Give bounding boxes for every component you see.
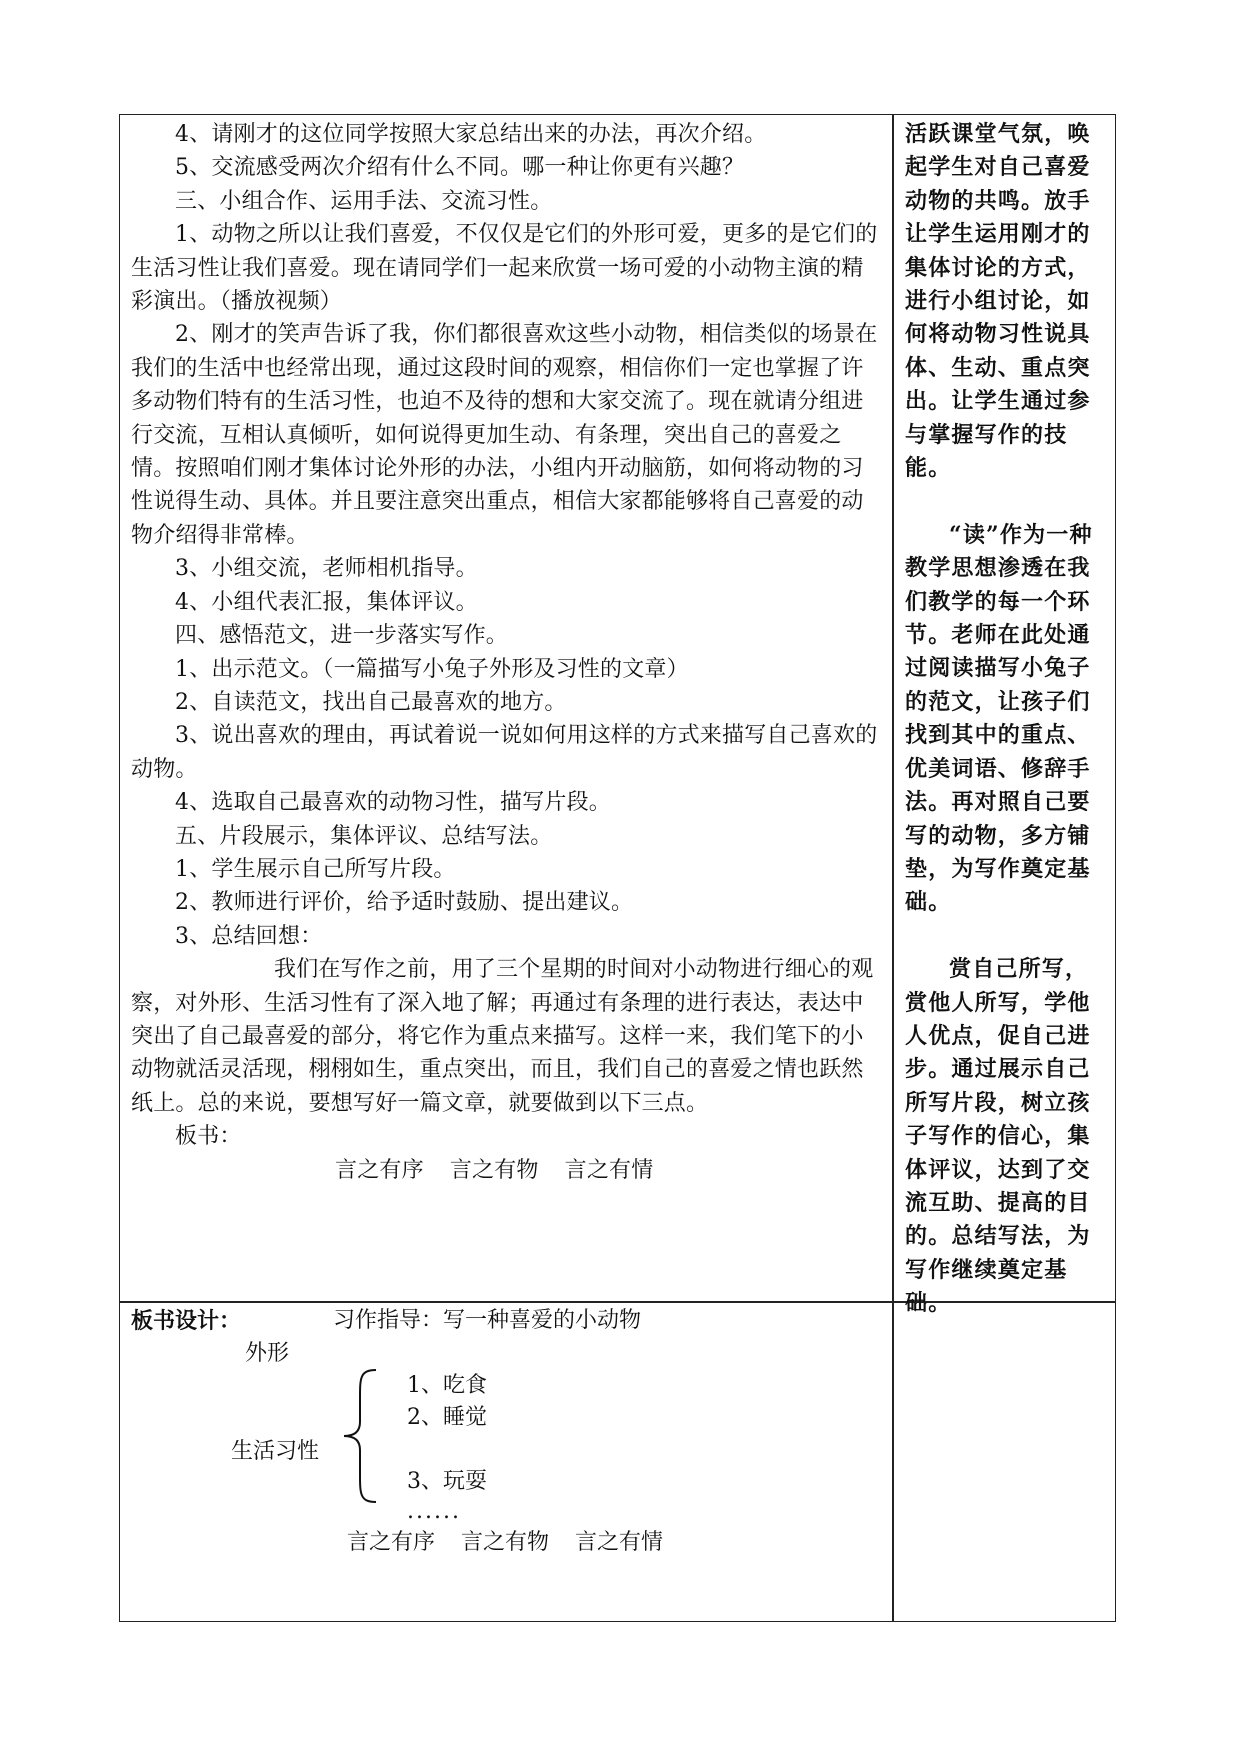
intent-paragraph: “读”作为一种教学思想渗透在我们教学的每一个环节。老师在此处通过阅读描写小兔子的范文，让孩子们找到其中的重点、优美词语、修辞手法。再对照自己要写的动物，多方铺垫，为写作奠定基础。 [905, 521, 1093, 916]
spacer [905, 920, 1110, 953]
board-item: 言之有物 [449, 1157, 539, 1183]
column-divider [892, 114, 894, 1622]
board-item: 言之有序 [347, 1530, 436, 1555]
section-heading: 四、感悟范文，进一步落实写作。 [175, 623, 509, 649]
process-line: 2、自读范文，找出自己最喜欢的地方。 [175, 689, 567, 715]
process-line: 1、出示范文。（一篇描写小兔子外形及习性的文章） [175, 656, 689, 682]
design-intent-cell [905, 118, 1110, 1321]
process-paragraph: 3、说出喜欢的理由，再试着说一说如何用这样的方式来描写自己喜欢的动物。 [131, 723, 878, 782]
process-line: 4、小组代表汇报，集体评议。 [175, 589, 478, 615]
habit-item: 1、吃食 [407, 1373, 487, 1398]
process-line: 3、小组交流，老师相机指导。 [175, 556, 478, 582]
board-habit: 生活习性 [231, 1439, 320, 1464]
process-paragraph: 1、动物之所以让我们喜爱，不仅仅是它们的外形可爱，更多的是它们的生活习性让我们喜爱。现在请同学们一起来欣赏一场可爱的小动物主演的精彩演出。（播放视频） [131, 222, 878, 315]
board-summary [131, 1154, 883, 1187]
board-design-label: 板书设计： [131, 1308, 242, 1334]
habit-item: 2、睡觉 [407, 1405, 487, 1430]
board-design-summary [347, 1528, 663, 1558]
process-line: 2、教师进行评价，给予适时鼓励、提出建议。 [175, 890, 634, 916]
board-label: 板书： [175, 1124, 242, 1150]
board-item: 言之有情 [575, 1530, 664, 1555]
process-paragraph: 2、刚才的笑声告诉了我，你们都很喜欢这些小动物，相信类似的场景在我们的生活中也经常出现，通过这段时间的观察，相信你们一定也掌握了许多动物们特有的生活习性，也迫不及待的想和大家交流了。现在就请分组进行交流，互相认真倾听，如何说得更加生动、有条理，突出自己的喜爱之情。按照咱们刚才集体讨论外形的办法，小组内开动脑筋，如何将动物的习性说得生动、具体。并且要注意突出重点，相信大家都能够将自己喜爱的动物介绍得非常棒。 [131, 322, 878, 548]
summary-paragraph: 我们在写作之前，用了三个星期的时间对小动物进行细心的观察，对外形、生活习性有了深入地了解；再通过有条理的进行表达，表达中突出了自己最喜爱的部分，将它作为重点来描写。这样一来，我们笔下的小动物就活灵活现，栩栩如生，重点突出，而且，我们自己的喜爱之情也跃然纸上。总的来说，要想写好一篇文章，就要做到以下三点。 [131, 957, 874, 1116]
board-item: 言之有序 [335, 1157, 424, 1183]
intent-paragraph: 活跃课堂气氛，唤起学生对自己喜爱动物的共鸣。放手让学生运用刚才的集体讨论的方式，进行小组讨论，如何将动物习性说具体、生动、重点突出。让学生通过参与掌握写作的技能。 [905, 121, 1091, 482]
board-shape: 外形 [245, 1341, 290, 1366]
board-item: 言之有物 [461, 1530, 550, 1555]
process-line: 4、选取自己最喜欢的动物习性，描写片段。 [175, 790, 611, 816]
lesson-process-cell [131, 118, 883, 1187]
habit-item: 3、玩耍 [407, 1469, 487, 1494]
intent-paragraph: 赏自己所写，赏他人所写，学他人优点，促自己进步。通过展示自己所写片段，树立孩子写作的信心，集体评议，达到了交流互助、提高的目的。总结写法，为写作继续奠定基础。 [905, 956, 1091, 1317]
process-line: 1、学生展示自己所写片段。 [175, 856, 456, 882]
process-line: 5、交流感受两次介绍有什么不同。哪一种让你更有兴趣？ [175, 155, 745, 181]
spacer [905, 485, 1110, 518]
ellipsis: ...... [407, 1499, 461, 1524]
section-heading: 三、小组合作、运用手法、交流习性。 [175, 188, 553, 214]
process-line: 3、总结回想： [175, 923, 323, 949]
section-heading: 五、片段展示，集体评议、总结写法。 [175, 823, 553, 849]
curly-brace-icon [340, 1368, 380, 1504]
process-line: 4、请刚才的这位同学按照大家总结出来的办法，再次介绍。 [175, 122, 767, 147]
board-design-title: 习作指导：写一种喜爱的小动物 [333, 1308, 642, 1333]
board-item: 言之有情 [564, 1157, 654, 1183]
